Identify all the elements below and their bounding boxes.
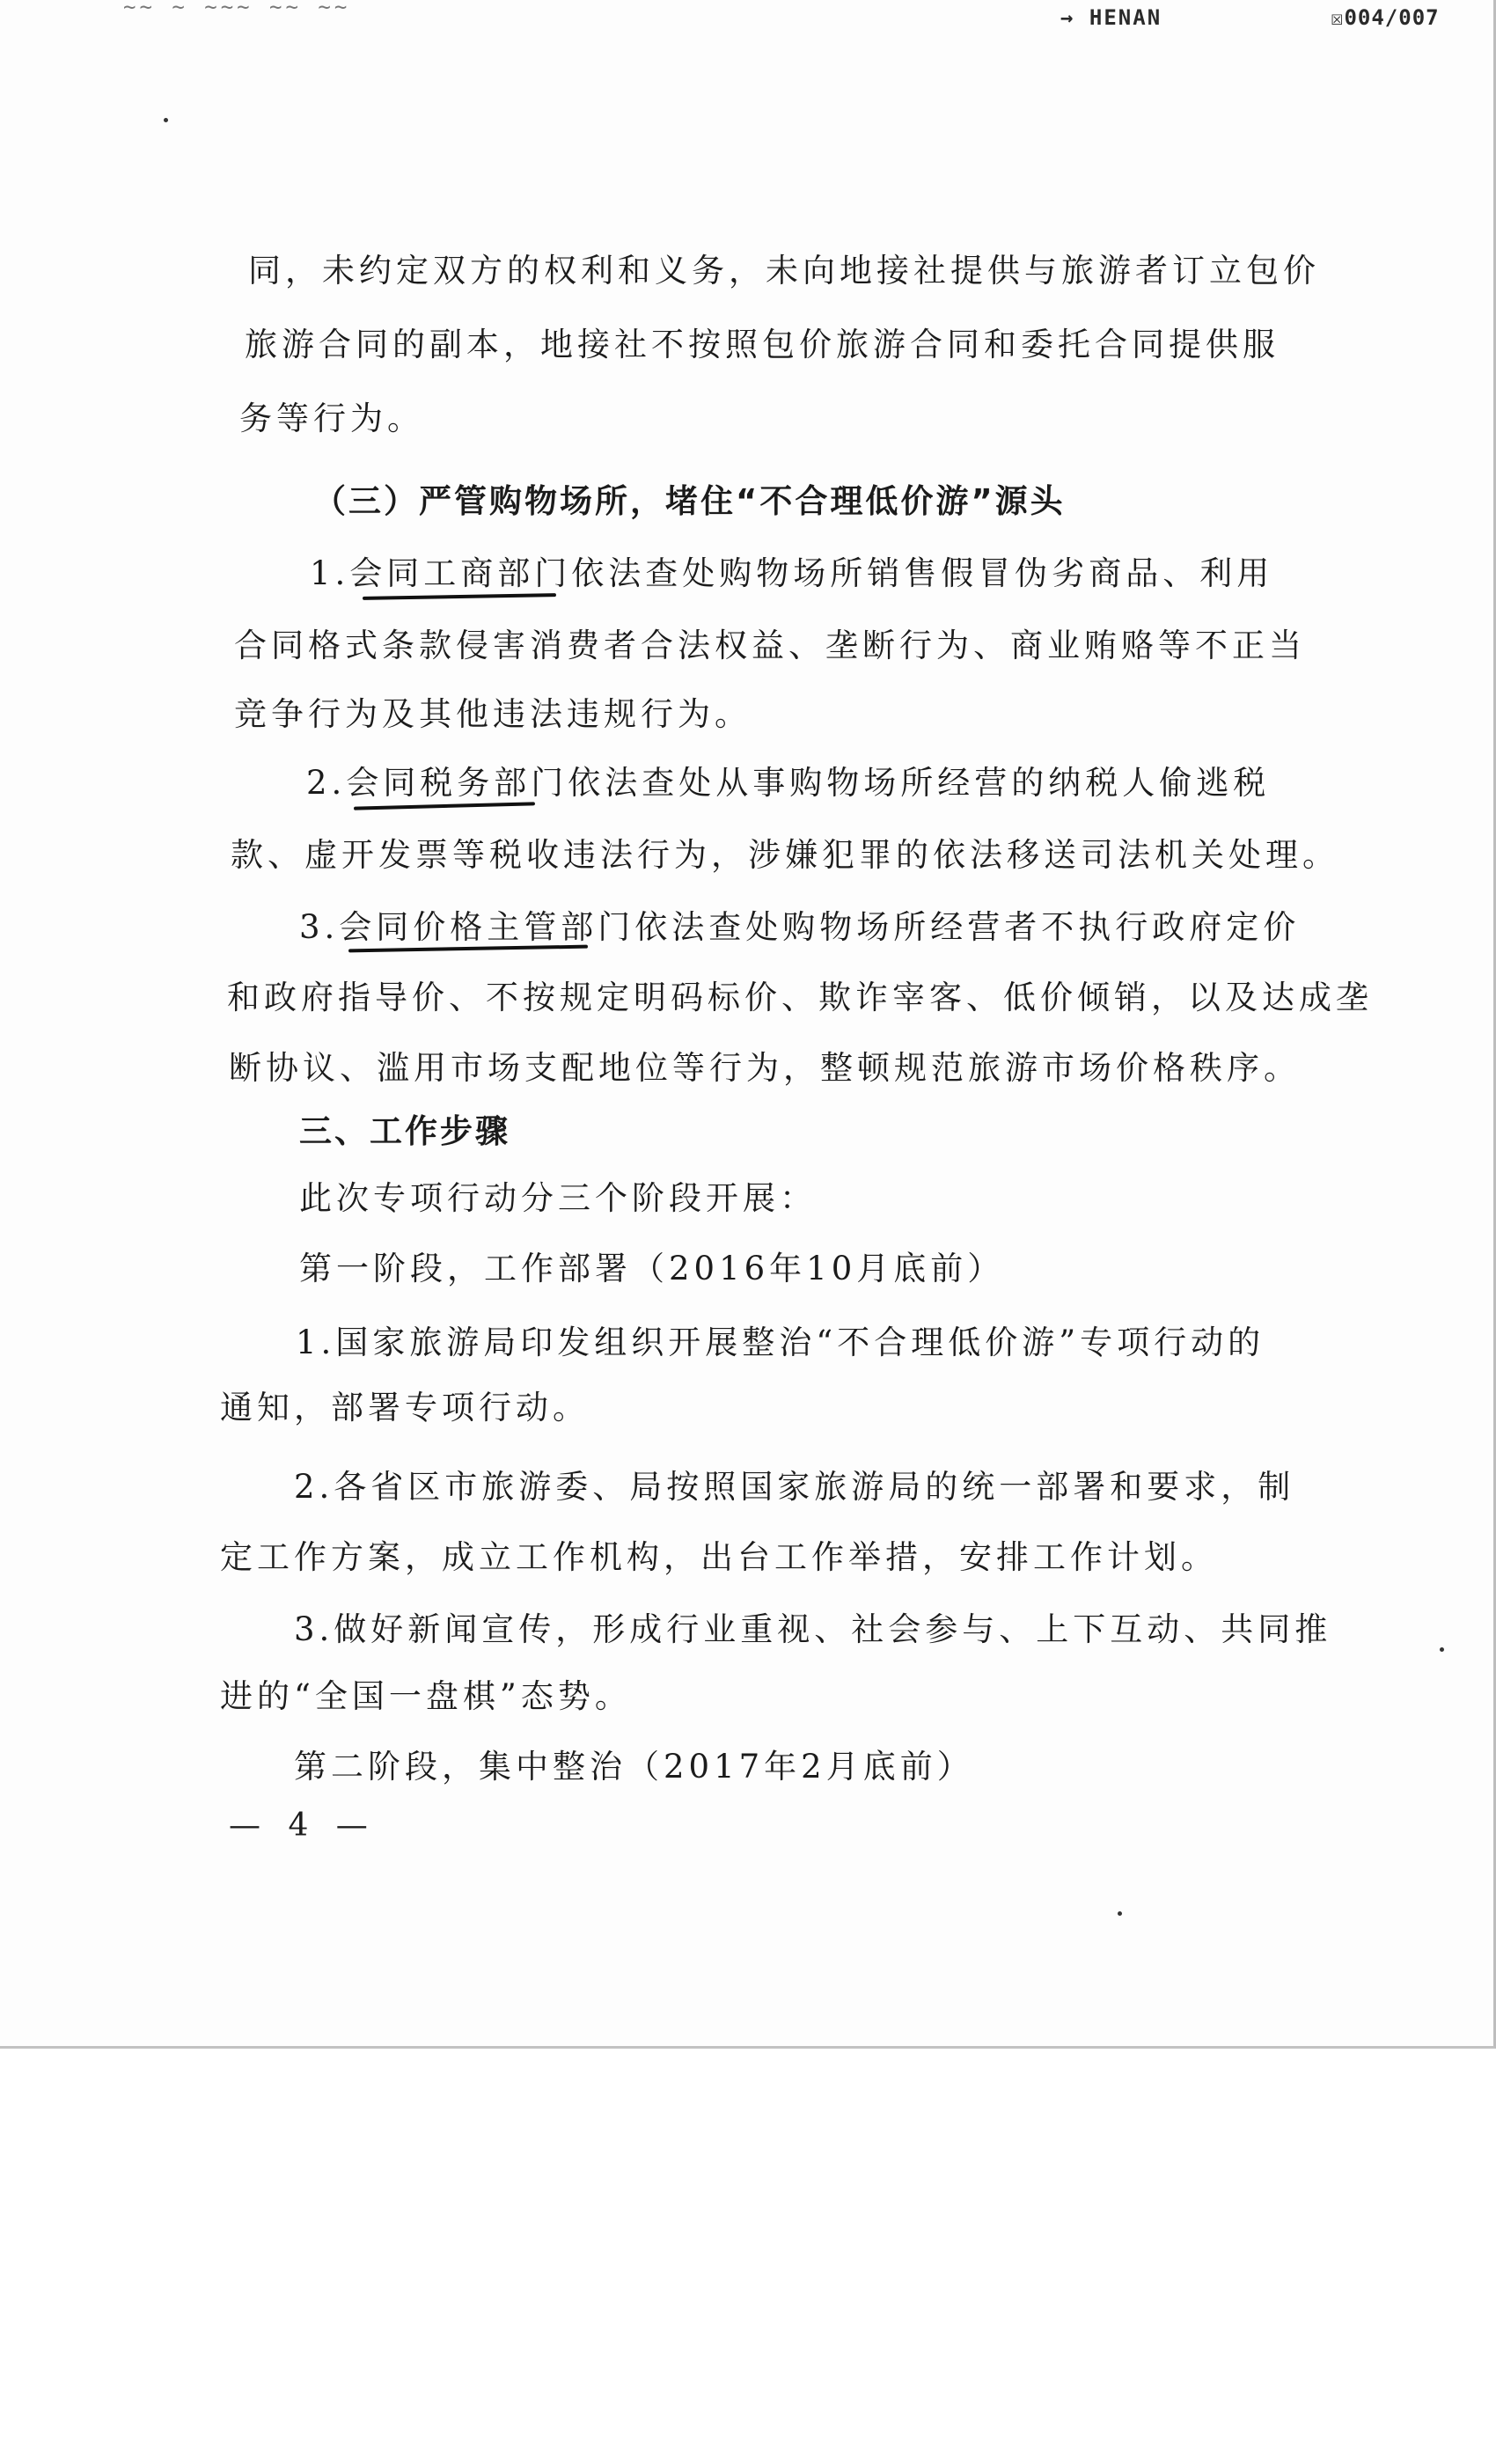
- fax-header-page-count: ☒004/007: [1331, 5, 1440, 30]
- section-heading-shopping: （三）严管购物场所，堵住“不合理低价游”源头: [313, 482, 1066, 520]
- scan-speck: [1440, 1647, 1444, 1652]
- body-line: 同，未约定双方的权利和义务，未向地接社提供与旅游者订立包价: [248, 252, 1320, 290]
- body-line: 务等行为。: [239, 400, 424, 437]
- item-line: 1.国家旅游局印发组织开展整治“不合理低价游”专项行动的: [296, 1324, 1265, 1361]
- body-line: 款、虚开发票等税收违法行为，涉嫌犯罪的依法移送司法机关处理。: [231, 836, 1339, 874]
- body-line: 定工作方案，成立工作机构，出台工作举措，安排工作计划。: [220, 1538, 1218, 1576]
- scan-speck: [1118, 1911, 1122, 1916]
- body-line: 此次专项行动分三个阶段开展：: [299, 1179, 817, 1217]
- item-line: 3.会同价格主管部门依法查处购物场所经营者不执行政府定价: [299, 908, 1301, 946]
- item-line: 3.做好新闻宣传，形成行业重视、社会参与、上下互动、共同推: [294, 1610, 1332, 1648]
- stage-heading: 第一阶段，工作部署（2016年10月底前）: [299, 1250, 1005, 1287]
- item-line: 2.会同税务部门依法查处从事购物场所经营的纳税人偷逃税: [306, 764, 1271, 802]
- item-line: 2.各省区市旅游委、局按照国家旅游局的统一部署和要求，制: [294, 1468, 1295, 1506]
- body-line: 和政府指导价、不按规定明码标价、欺诈宰客、低价倾销，以及达成垄: [227, 979, 1373, 1016]
- body-line: 合同格式条款侵害消费者合法权益、垄断行为、商业贿赂等不正当: [234, 627, 1306, 664]
- scan-speck: [164, 118, 168, 122]
- fax-header-sender: → HENAN: [1060, 5, 1162, 30]
- fax-header: [0, 0, 1496, 35]
- body-line: 旅游合同的副本，地接社不按照包价旅游合同和委托合同提供服: [245, 326, 1280, 363]
- fax-header-left: ~~ ~ ~~~ ~~ ~~: [123, 0, 351, 19]
- body-line: 断协议、滥用市场支配地位等行为，整顿规范旅游市场价格秩序。: [229, 1049, 1301, 1087]
- body-line: 进的“全国一盘棋”态势。: [220, 1677, 632, 1715]
- body-line: 竞争行为及其他违法违规行为。: [234, 695, 752, 733]
- item-line: 1.会同工商部门依法查处购物场所销售假冒伪劣商品、利用: [310, 554, 1274, 592]
- section-heading-work-steps: 三、工作步骤: [299, 1112, 510, 1150]
- page-number: — 4 —: [229, 1808, 377, 1844]
- body-line: 通知，部署专项行动。: [220, 1389, 590, 1426]
- stage-heading: 第二阶段，集中整治（2017年2月底前）: [294, 1748, 974, 1786]
